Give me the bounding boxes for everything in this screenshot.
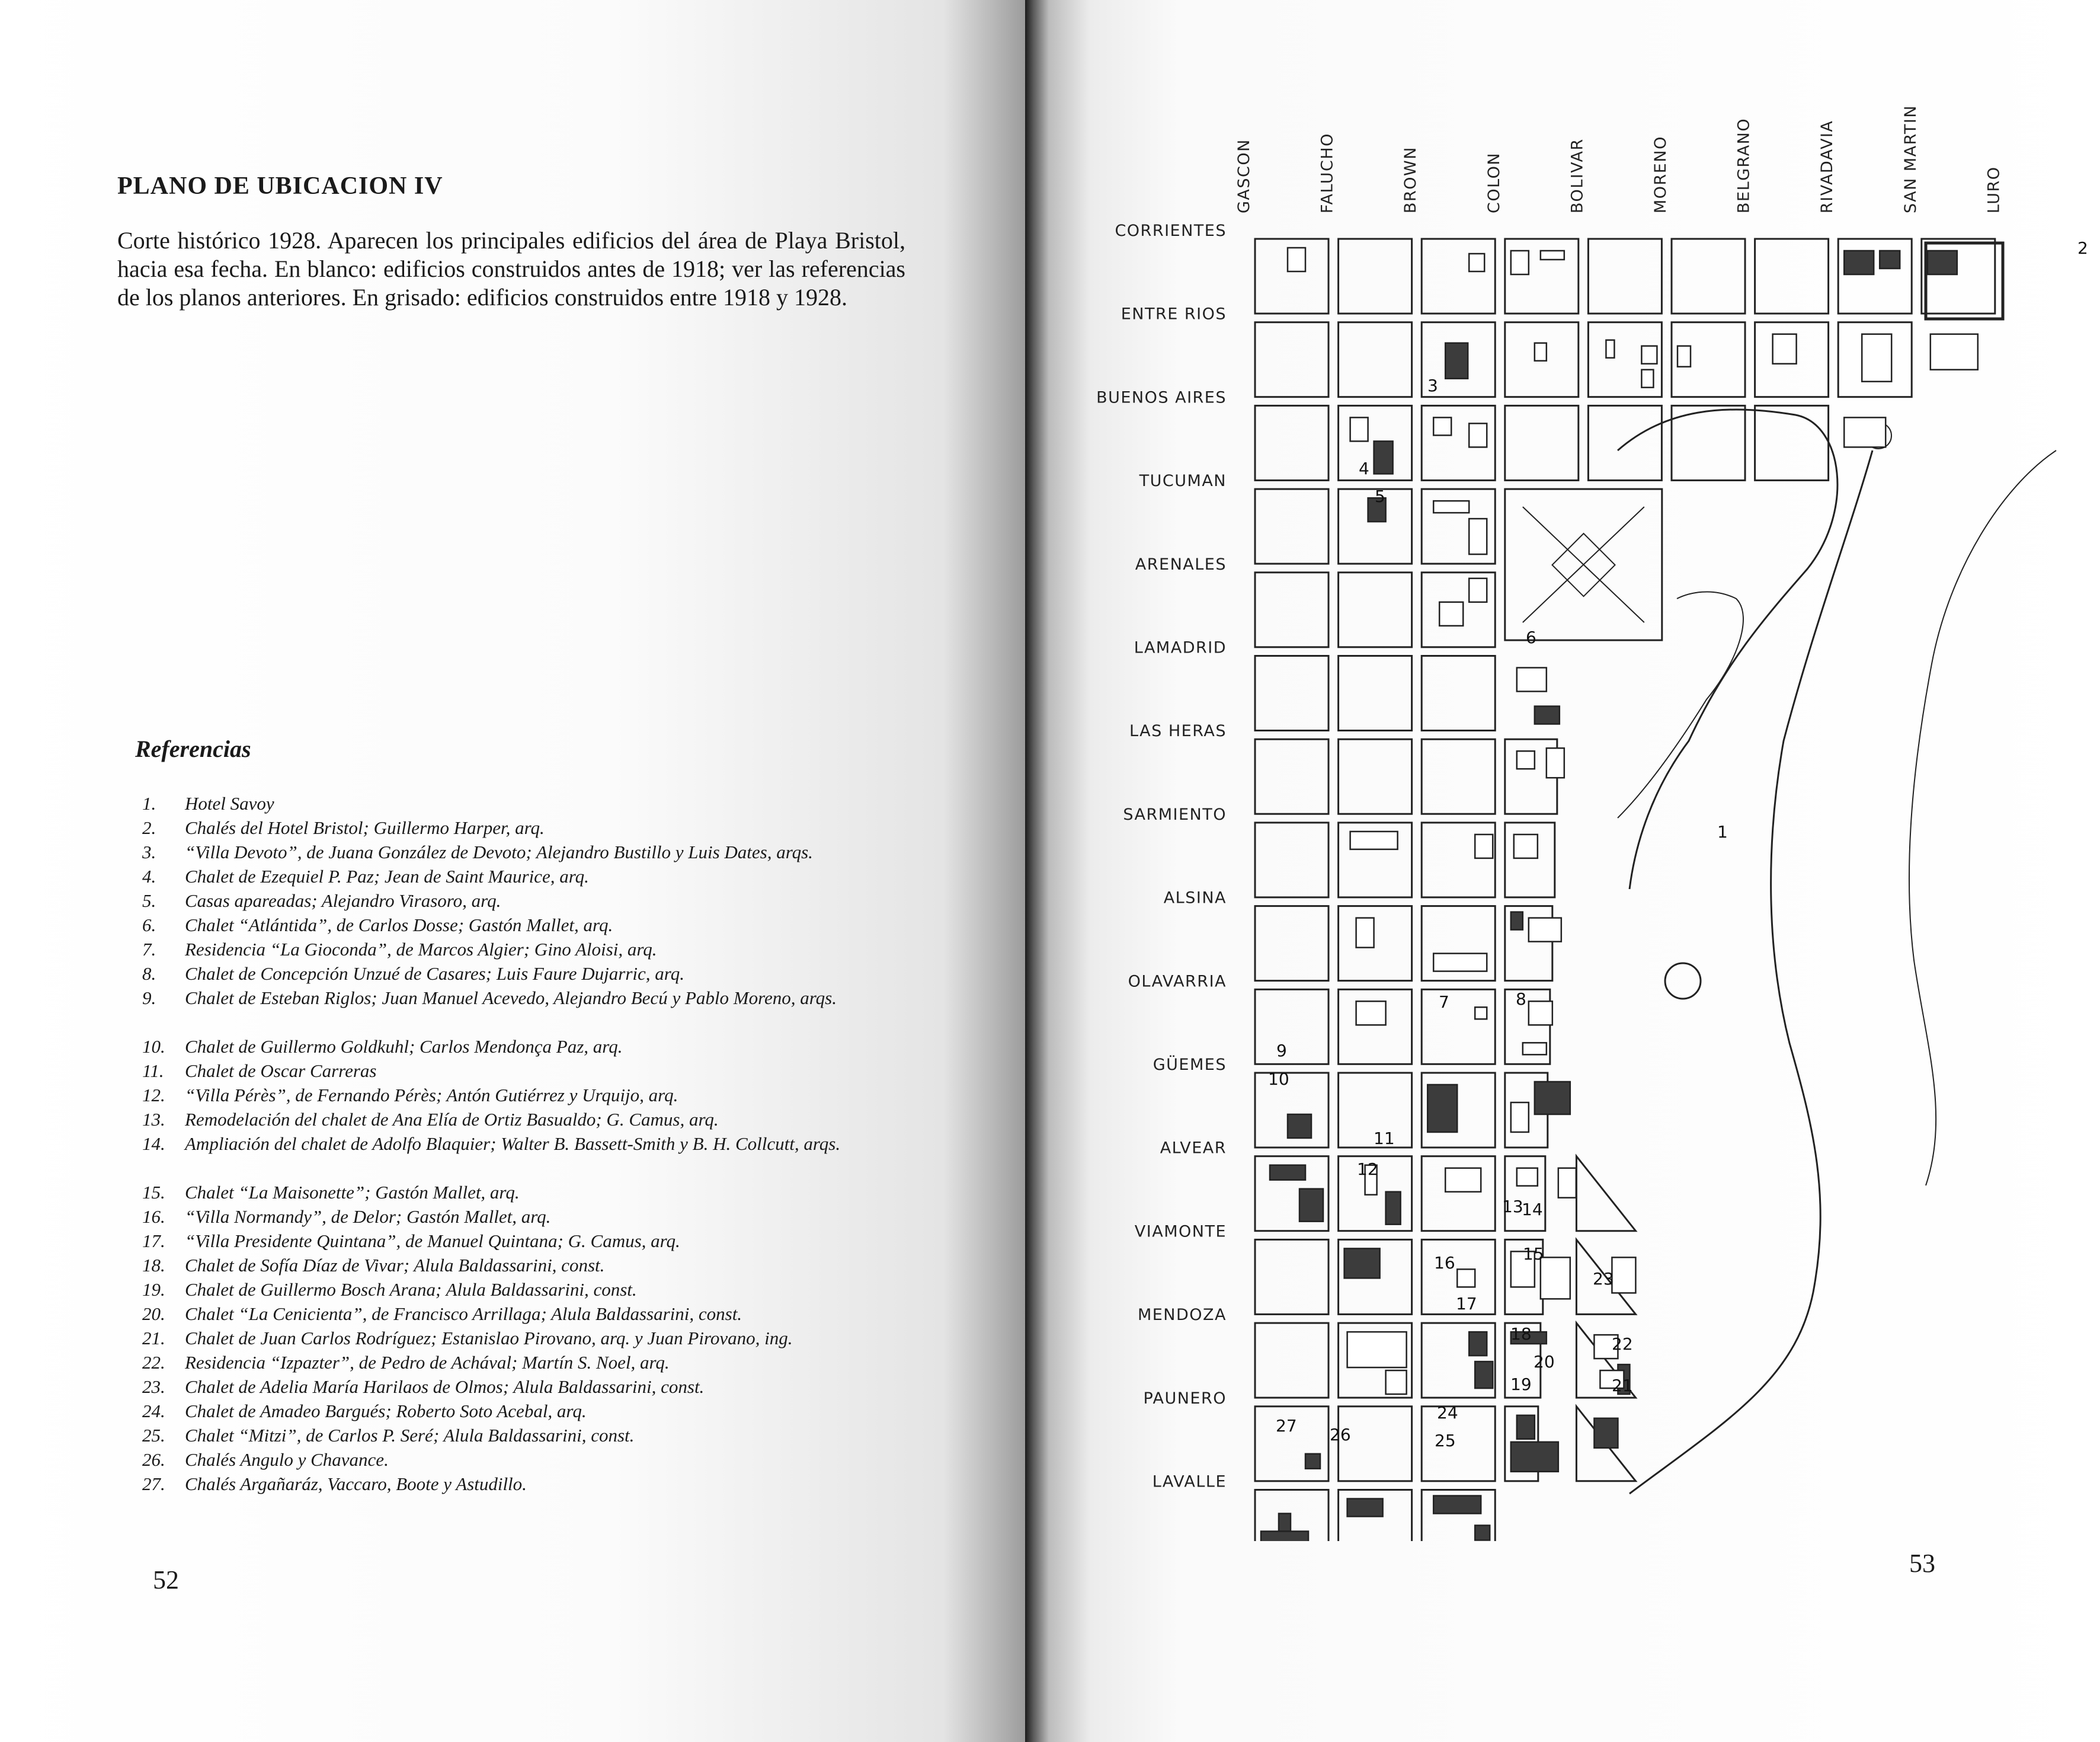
building-number-label: 21 (1612, 1376, 1633, 1395)
building-new (1344, 1248, 1380, 1278)
city-block (1255, 489, 1328, 564)
reference-item (142, 1472, 936, 1496)
vertical-street-label: GASCON (1235, 139, 1253, 213)
vertical-street-label: BOLIVAR (1568, 138, 1587, 213)
reference-item (142, 937, 936, 961)
city-block (1255, 739, 1328, 814)
reference-number: 25. (142, 1425, 165, 1446)
references-list (142, 791, 936, 1496)
building-number-label: 18 (1510, 1324, 1532, 1344)
vertical-street-label: FALUCHO (1318, 133, 1337, 213)
building-number-label: 9 (1276, 1041, 1287, 1060)
building-new (1880, 251, 1900, 269)
vertical-street-label: BELGRANO (1734, 117, 1753, 213)
reference-number: 16. (142, 1206, 165, 1227)
reference-text: Chalet de Oscar Carreras (185, 1060, 377, 1081)
reference-number: 12. (142, 1085, 165, 1105)
reference-number: 18. (142, 1255, 165, 1276)
building-number-label: 12 (1357, 1159, 1378, 1179)
building-old (1844, 417, 1885, 447)
building-number-label: 1 (1717, 822, 1728, 842)
building-number-label: 2 (2077, 238, 2088, 258)
reference-item (142, 1034, 936, 1059)
city-block (1255, 656, 1328, 731)
city-block (1339, 573, 1412, 647)
reference-text: Chalés Angulo y Chavance. (185, 1449, 389, 1470)
city-block (1339, 739, 1412, 814)
vertical-street-label: SAN MARTIN (1901, 104, 1920, 213)
horizontal-street-label: LAVALLE (1152, 1472, 1227, 1491)
building-old (1433, 417, 1451, 435)
city-block (1422, 739, 1495, 814)
reference-item (142, 1375, 936, 1399)
reference-number: 2. (142, 817, 156, 838)
horizontal-street-label: LAS HERAS (1129, 722, 1227, 741)
city-block (1755, 239, 1829, 314)
reference-number: 3. (142, 842, 156, 862)
building-number-label: 16 (1434, 1253, 1455, 1273)
building-old (1356, 1001, 1386, 1025)
building-new (1475, 1361, 1493, 1388)
reference-item (142, 1423, 936, 1447)
references-title: Referencias (135, 736, 251, 762)
building-old (1288, 248, 1305, 271)
building-number-label: 7 (1439, 992, 1449, 1012)
city-block (1255, 405, 1328, 480)
page-title: PLANO DE UBICACION IV (117, 172, 443, 200)
building-new (1511, 912, 1523, 930)
building-old (1439, 602, 1463, 626)
building-old (1612, 1257, 1635, 1293)
reference-text: Chalet de Esteban Riglos; Juan Manuel Acevedo, Alejandro Becú y Pablo Moreno, arqs. (185, 987, 837, 1008)
reference-item (142, 1107, 936, 1131)
reference-number: 14. (142, 1133, 165, 1154)
building-new (1511, 1442, 1558, 1472)
building-old (1386, 1370, 1407, 1394)
reference-text: Chalet “La Maisonette”; Gastón Mallet, arq. (185, 1182, 520, 1203)
building-number-label: 24 (1437, 1403, 1458, 1423)
reference-number: 22. (142, 1352, 165, 1373)
city-block (1339, 656, 1412, 731)
building-number-label: 10 (1268, 1069, 1289, 1089)
building-new (1299, 1189, 1323, 1222)
reference-item (142, 791, 936, 816)
building-old (1541, 251, 1564, 260)
building-new (1594, 1418, 1618, 1448)
reference-number: 11. (142, 1060, 164, 1081)
reference-text: Chalet de Guillermo Goldkuhl; Carlos Mendonça Paz, arq. (185, 1036, 623, 1057)
reference-number: 19. (142, 1279, 165, 1300)
horizontal-street-label: ALVEAR (1160, 1139, 1227, 1158)
city-block (1339, 239, 1412, 314)
reference-item (142, 986, 936, 1034)
building-old (1678, 346, 1691, 367)
left-page (0, 0, 1025, 1742)
horizontal-street-label: ARENALES (1135, 555, 1227, 574)
park-outline (1618, 410, 1837, 889)
reference-text: Ampliación del chalet de Adolfo Blaquier; Walter B. Bassett-Smith y B. H. Collcutt, arqs. (185, 1133, 841, 1154)
park-inner-outline (1618, 592, 1743, 818)
building-old (1511, 1102, 1529, 1132)
reference-item (142, 816, 936, 840)
building-old (1433, 501, 1469, 513)
building-old (1931, 334, 1978, 370)
reference-text: Chalet “Atlántida”, de Carlos Dosse; Gastón Mallet, arq. (185, 915, 613, 935)
city-block (1588, 405, 1662, 480)
reference-item (142, 888, 936, 913)
horizontal-street-label: ALSINA (1163, 888, 1227, 907)
building-old (1558, 1168, 1576, 1198)
reference-item (142, 1059, 936, 1083)
building-old (1514, 835, 1538, 858)
city-block (1422, 239, 1495, 314)
building-new (1427, 1085, 1457, 1132)
building-old (1433, 954, 1487, 971)
reference-text: Chalet “La Cenicienta”, de Francisco Arrillaga; Alula Baldassarini, const. (185, 1303, 742, 1324)
building-new (1279, 1514, 1291, 1532)
building-number-label: 15 (1523, 1244, 1544, 1264)
building-number-label: 23 (1593, 1269, 1614, 1289)
building-new (1535, 1082, 1570, 1114)
building-old (1347, 1332, 1407, 1367)
reference-number: 9. (142, 987, 156, 1008)
reference-item (142, 1277, 936, 1302)
building-old (1606, 340, 1614, 358)
city-block (1339, 322, 1412, 397)
building-old (1469, 254, 1484, 271)
reference-number: 8. (142, 963, 156, 984)
reference-number: 24. (142, 1401, 165, 1421)
location-map (1025, 0, 2100, 1541)
reference-number: 20. (142, 1303, 165, 1324)
building-new (1844, 251, 1874, 274)
building-old (1773, 334, 1797, 364)
horizontal-street-labels (1096, 222, 1227, 1491)
city-block (1576, 1156, 1635, 1231)
building-number-label: 26 (1330, 1425, 1351, 1444)
reference-text: Chalet de Juan Carlos Rodríguez; Estanislao Pirovano, arq. y Juan Pirovano, ing. (185, 1328, 793, 1348)
building-old (1862, 334, 1891, 382)
reference-number: 7. (142, 939, 156, 960)
reference-number: 5. (142, 890, 156, 911)
building-new (1386, 1192, 1401, 1225)
building-number-label: 25 (1435, 1431, 1456, 1450)
building-old (1475, 835, 1493, 858)
reference-number: 21. (142, 1328, 165, 1348)
reference-number: 4. (142, 866, 156, 887)
reference-item (142, 1350, 936, 1375)
city-block (1255, 906, 1328, 981)
building-number-label: 5 (1375, 487, 1385, 506)
reference-number: 15. (142, 1182, 165, 1203)
city-block (1422, 989, 1495, 1064)
building-old (1511, 251, 1529, 274)
building-number-label: 17 (1456, 1294, 1477, 1313)
reference-number: 17. (142, 1230, 165, 1251)
reference-number: 10. (142, 1036, 165, 1057)
reference-number: 23. (142, 1376, 165, 1397)
horizontal-street-label: GÜEMES (1153, 1056, 1227, 1074)
building-number-label: 3 (1427, 376, 1438, 395)
roundabout (1665, 963, 1701, 999)
reference-item (142, 1083, 936, 1107)
building-old (1469, 423, 1487, 447)
reference-number: 26. (142, 1449, 165, 1470)
building-old (1517, 1168, 1538, 1186)
building-old (1356, 918, 1374, 948)
building-old (1469, 578, 1487, 602)
reference-text: Casas apareadas; Alejandro Virasoro, arq. (185, 890, 501, 911)
vertical-street-label: RIVADAVIA (1818, 120, 1837, 213)
building-new (1347, 1499, 1383, 1517)
building-number-label: 20 (1534, 1352, 1555, 1372)
building-old (1541, 1257, 1570, 1299)
building-new (1288, 1114, 1311, 1138)
building-new (1475, 1526, 1490, 1540)
building-old (1517, 751, 1535, 769)
reference-text: Residencia “Izpazter”, de Pedro de Achával; Martín S. Noel, arq. (185, 1352, 670, 1373)
building-old (1529, 918, 1561, 942)
building-number-label: 8 (1516, 989, 1526, 1009)
building-number-label: 11 (1374, 1129, 1395, 1148)
building-old (1475, 1007, 1487, 1019)
reference-text: Residencia “La Gioconda”, de Marcos Algier; Gino Aloisi, arq. (185, 939, 657, 960)
reference-text: Remodelación del chalet de Ana Elía de Ortiz Basualdo; G. Camus, arq. (185, 1109, 719, 1130)
reference-text: “Villa Normandy”, de Delor; Gastón Mallet, arq. (185, 1206, 551, 1227)
building-new (1374, 441, 1393, 474)
coastline (1630, 450, 1872, 1494)
horizontal-street-label: VIAMONTE (1134, 1222, 1227, 1241)
horizontal-street-label: MENDOZA (1137, 1306, 1227, 1325)
building-number-label: 6 (1526, 628, 1536, 647)
vertical-street-labels (1235, 105, 2003, 213)
reference-item (142, 1302, 936, 1326)
reference-text: “Villa Pérès”, de Fernando Pérès; Antón Gutiérrez y Urquijo, arq. (185, 1085, 678, 1105)
building-new (1469, 1332, 1487, 1356)
reference-item (142, 913, 936, 937)
building-old (1523, 1043, 1547, 1054)
building-old (1457, 1269, 1475, 1287)
vertical-street-label: BROWN (1401, 146, 1420, 213)
plaza-diagonals (1523, 507, 1644, 622)
reference-item (142, 1447, 936, 1472)
city-block (1255, 989, 1328, 1064)
reference-item (142, 1131, 936, 1180)
building-old (1445, 1168, 1481, 1192)
building-old (1350, 832, 1398, 849)
building-old (1547, 748, 1564, 778)
building-new (1928, 251, 1957, 274)
reference-item (142, 1229, 936, 1253)
intro-text: Corte histórico 1928. Aparecen los principales edificios del área de Playa Bristol, hacia esa fecha. En blanco: edificios construidos antes de 1918; ver las referencias de los planos anteriores. En grisado: edificios construidos entre 1918 y 1928. (117, 227, 905, 311)
reference-text: Chalés del Hotel Bristol; Guillermo Harper, arq. (185, 817, 545, 838)
horizontal-street-label: OLAVARRIA (1128, 972, 1227, 991)
city-block (1255, 1239, 1328, 1314)
horizontal-street-label: LAMADRID (1134, 638, 1227, 657)
building-old (1641, 370, 1653, 388)
shore-line (1909, 450, 2056, 1185)
reference-text: Chalet de Amadeo Bargués; Roberto Soto Acebal, arq. (185, 1401, 587, 1421)
building-new (1261, 1532, 1308, 1542)
reference-text: “Villa Presidente Quintana”, de Manuel Quintana; G. Camus, arq. (185, 1230, 680, 1251)
reference-text: Chalet de Adelia María Harilaos de Olmos; Alula Baldassarini, const. (185, 1376, 705, 1397)
city-block (1255, 1323, 1328, 1398)
reference-item (142, 1326, 936, 1350)
building-old (1529, 1001, 1552, 1025)
reference-text: Chalet “Mitzi”, de Carlos P. Seré; Alula Baldassarini, const. (185, 1425, 635, 1446)
reference-item (142, 961, 936, 986)
city-block (1672, 239, 1745, 314)
city-block (1588, 239, 1662, 314)
city-block (1505, 405, 1579, 480)
reference-number: 6. (142, 915, 156, 935)
city-block (1339, 906, 1412, 981)
reference-item (142, 840, 936, 864)
building-number-label: 4 (1359, 459, 1369, 478)
city-block (1755, 405, 1829, 480)
reference-number: 1. (142, 793, 156, 814)
vertical-street-label: COLON (1484, 152, 1503, 213)
reference-text: “Villa Devoto”, de Juana González de Devoto; Alejandro Bustillo y Luis Dates, arqs. (185, 842, 813, 862)
building-old (1641, 346, 1657, 364)
building-old (1350, 417, 1368, 441)
horizontal-street-label: ENTRE RIOS (1121, 305, 1227, 324)
building-old (1535, 343, 1547, 361)
page-number-left: 52 (153, 1565, 179, 1594)
reference-text: Chalet de Concepción Unzué de Casares; Luis Faure Dujarric, arq. (185, 963, 684, 984)
reference-text: Chalet de Ezequiel P. Paz; Jean de Saint Maurice, arq. (185, 866, 589, 887)
vertical-street-label: LURO (1984, 166, 2003, 213)
horizontal-street-label: BUENOS AIRES (1096, 388, 1227, 407)
reference-text: Chalet de Guillermo Bosch Arana; Alula Baldassarini, const. (185, 1279, 637, 1300)
city-block (1422, 1407, 1495, 1481)
reference-number: 13. (142, 1109, 165, 1130)
reference-item (142, 1204, 936, 1229)
reference-text: Chalet de Sofía Díaz de Vivar; Alula Baldassarini, const. (185, 1255, 605, 1276)
reference-item (142, 864, 936, 888)
vertical-street-label: MORENO (1651, 136, 1670, 213)
reference-item (142, 1180, 936, 1204)
building-old (1517, 668, 1547, 692)
horizontal-street-label: TUCUMAN (1139, 472, 1227, 491)
reference-number: 27. (142, 1473, 165, 1494)
building-number-label: 27 (1276, 1416, 1297, 1436)
city-block (1422, 656, 1495, 731)
building-new (1305, 1454, 1320, 1469)
city-block (1255, 322, 1328, 397)
building-new (1535, 707, 1560, 724)
building-new (1517, 1415, 1535, 1439)
building-old (1469, 519, 1487, 554)
horizontal-street-label: PAUNERO (1143, 1389, 1227, 1408)
building-number-label: 14 (1522, 1200, 1543, 1219)
horizontal-street-label: CORRIENTES (1115, 222, 1227, 240)
page-number-right: 53 (1909, 1549, 1935, 1578)
city-block (1255, 573, 1328, 647)
building-number-label: 13 (1502, 1197, 1523, 1216)
building-new (1445, 343, 1468, 379)
building-number-label: 19 (1510, 1375, 1532, 1394)
horizontal-street-label: SARMIENTO (1123, 805, 1227, 824)
reference-item (142, 1253, 936, 1277)
reference-text: Hotel Savoy (185, 793, 274, 814)
building-new (1270, 1165, 1305, 1180)
building-new (1433, 1496, 1481, 1514)
city-block (1255, 823, 1328, 897)
reference-text: Chalés Argañaráz, Vaccaro, Boote y Astudillo. (185, 1473, 527, 1494)
building-number-label: 22 (1612, 1334, 1633, 1354)
reference-item (142, 1399, 936, 1423)
